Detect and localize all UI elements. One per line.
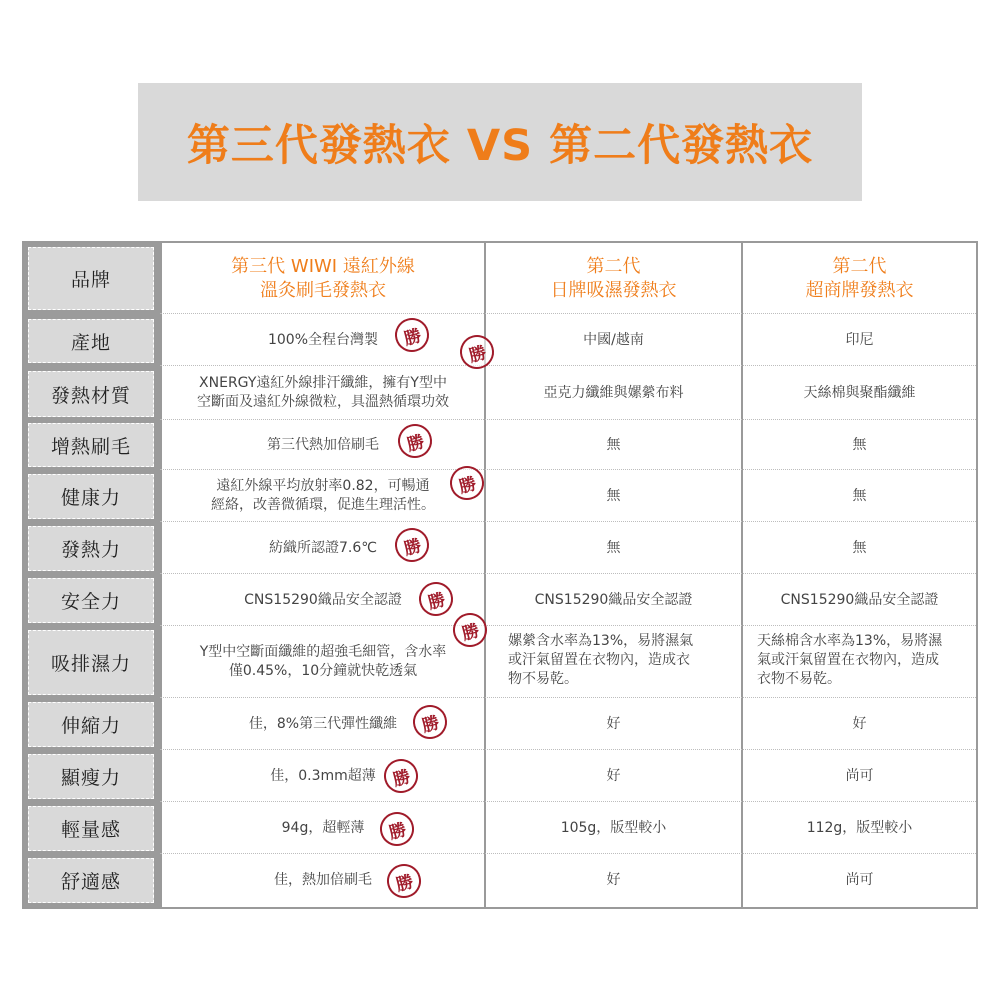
column-header-line: 第二代 xyxy=(586,255,641,277)
win-stamp-icon: 勝 xyxy=(376,808,418,850)
page-title: 第三代發熱衣 VS 第二代發熱衣 xyxy=(186,120,814,171)
column-header-gen2-store xyxy=(743,243,976,314)
gen3-cell: 佳，0.3mm超薄 xyxy=(270,767,376,784)
column-header-gen3 xyxy=(162,243,484,314)
gen2store-cell: 天絲棉與聚酯纖維 xyxy=(803,384,916,401)
row-label: 吸排濕力 xyxy=(28,630,154,695)
gen2jp-cell: CNS15290織品安全認證 xyxy=(534,591,693,608)
gen2jp-cell: 好 xyxy=(606,715,621,732)
win-stamp-icon: 勝 xyxy=(391,524,433,566)
gen2store-cell: 尚可 xyxy=(845,767,874,784)
brand-label: 品牌 xyxy=(28,247,154,310)
gen3-cell: 佳，熱加倍刷毛 xyxy=(274,872,372,888)
cell-line: 僅0.45%，10分鐘就快乾透氣 xyxy=(228,663,418,679)
row-label: 舒適感 xyxy=(28,858,154,903)
row-label: 發熱材質 xyxy=(28,371,154,417)
gen3-cell: 紡織所認證7.6℃ xyxy=(269,539,377,556)
cell-line: 物不易乾。 xyxy=(508,671,578,687)
row-label: 產地 xyxy=(28,319,154,363)
gen2store-cell: 印尼 xyxy=(845,331,874,348)
gen2jp-cell: 105g，版型較小 xyxy=(560,819,667,836)
comparison-table xyxy=(22,241,978,909)
cell-line: 天絲棉含水率為13%，易將濕 xyxy=(757,633,943,649)
cell-line: 或汗氣留置在衣物內，造成衣 xyxy=(508,652,690,668)
win-stamp-icon: 勝 xyxy=(383,860,425,902)
win-stamp-icon: 勝 xyxy=(415,578,457,620)
column-header-line: 溫灸刷毛發熱衣 xyxy=(260,279,386,301)
column-header-line: 第二代 xyxy=(832,255,887,277)
column-header-gen2-japan xyxy=(486,243,741,314)
win-stamp-icon: 勝 xyxy=(380,755,422,797)
gen2jp-cell: 無 xyxy=(606,487,621,504)
gen2store-cell: 112g，版型較小 xyxy=(806,819,913,836)
cell-line: 衣物不易乾。 xyxy=(757,671,841,687)
row-label: 發熱力 xyxy=(28,526,154,571)
win-stamp-icon: 勝 xyxy=(394,420,436,462)
gen3-cell: 94g，超輕薄 xyxy=(281,819,365,836)
cell-line: 遠紅外線平均放射率0.82，可暢通 xyxy=(216,478,430,494)
row-label: 增熱刷毛 xyxy=(28,423,154,467)
gen3-cell: 第三代熱加倍刷毛 xyxy=(267,436,379,453)
row-label: 顯瘦力 xyxy=(28,754,154,799)
column-header-line: 第三代 WIWI 遠紅外線 xyxy=(231,255,415,277)
title-banner xyxy=(138,83,862,201)
cell-line: 空斷面及遠紅外線微粒，具溫熱循環功效 xyxy=(197,394,449,410)
win-stamp-icon: 勝 xyxy=(391,314,433,356)
column-header-line: 日牌吸濕發熱衣 xyxy=(550,279,677,301)
win-stamp-icon: 勝 xyxy=(456,331,498,373)
cell-line: 經絡，改善微循環，促進生理活性。 xyxy=(211,497,435,513)
gen2jp-cell: 亞克力纖維與嫘縈布料 xyxy=(543,384,684,401)
gen2jp-cell: 無 xyxy=(606,539,621,556)
row-label: 伸縮力 xyxy=(28,702,154,747)
win-stamp-icon: 勝 xyxy=(409,701,451,743)
gen3-cell: 佳，8%第三代彈性纖維 xyxy=(248,715,398,732)
gen2jp-cell: 無 xyxy=(606,436,621,453)
gen2store-cell xyxy=(743,626,976,698)
win-stamp-icon: 勝 xyxy=(446,462,488,504)
column-header-line: 超商牌發熱衣 xyxy=(805,279,914,301)
gen3-cell xyxy=(162,626,484,698)
row-label: 輕量感 xyxy=(28,806,154,851)
cell-line: Y型中空斷面纖維的超強毛細管，含水率 xyxy=(199,644,447,660)
gen2store-cell: 無 xyxy=(852,436,867,453)
gen2jp-cell: 好 xyxy=(606,872,621,888)
row-label: 安全力 xyxy=(28,578,154,623)
gen2store-cell: 無 xyxy=(852,539,867,556)
gen3-cell: 100%全程台灣製 xyxy=(267,331,379,348)
gen2jp-cell: 中國/越南 xyxy=(583,331,644,348)
gen2store-cell: 尚可 xyxy=(845,872,874,888)
row-label: 健康力 xyxy=(28,474,154,519)
gen3-cell xyxy=(162,366,484,420)
gen2store-cell: 好 xyxy=(852,715,867,732)
cell-line: 氣或汗氣留置在衣物內，造成 xyxy=(757,652,939,668)
gen3-cell: CNS15290織品安全認證 xyxy=(244,591,402,608)
gen2store-cell: 無 xyxy=(852,487,867,504)
gen2jp-cell: 好 xyxy=(606,767,621,784)
cell-line: 嫘縈含水率為13%，易將濕氣 xyxy=(508,633,694,649)
win-stamp-icon: 勝 xyxy=(449,609,491,651)
gen2store-cell: CNS15290織品安全認證 xyxy=(780,591,939,608)
gen3-cell xyxy=(162,470,484,522)
cell-line: XNERGY遠紅外線排汗纖維，擁有Y型中 xyxy=(199,375,447,391)
gen2jp-cell xyxy=(486,626,741,698)
